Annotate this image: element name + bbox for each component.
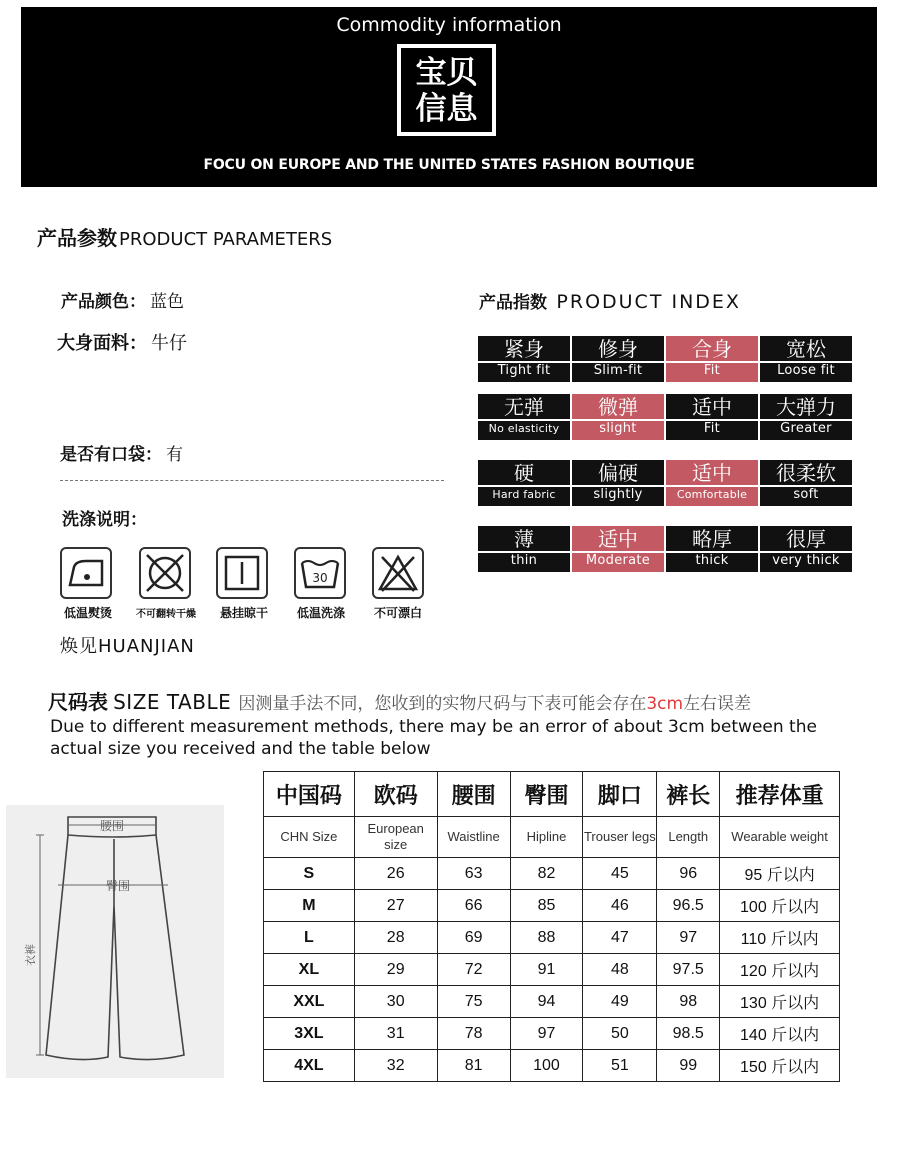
index-cell-zh: 宽松: [786, 337, 826, 361]
table-cell: 95 斤以内: [720, 858, 840, 890]
index-cell: [666, 526, 758, 572]
iron-low-icon: [60, 547, 112, 599]
index-cell: [760, 336, 852, 382]
col-header-en: Wearable weight: [720, 817, 840, 858]
table-row: [264, 922, 840, 954]
table-cell: 99: [657, 1050, 720, 1082]
banner-logo-box: [397, 44, 496, 136]
table-cell: 32: [354, 1050, 437, 1082]
index-cell-en: Fit: [666, 419, 758, 437]
index-cell-en: thick: [666, 551, 758, 569]
wash-label: 洗涤说明：: [62, 510, 147, 530]
table-cell: M: [264, 890, 355, 922]
index-cell-zh: 适中: [692, 395, 732, 419]
wash-temperature: 30: [312, 571, 328, 585]
index-cell-selected: [666, 336, 758, 382]
col-header: 推荐体重: [720, 772, 840, 817]
col-header: 臀围: [510, 772, 583, 817]
banner-box-line2: 信息: [415, 91, 478, 127]
pants-diagram: [6, 805, 224, 1078]
table-cell: 3XL: [264, 1018, 355, 1050]
param-color-label: 产品颜色：: [61, 292, 146, 312]
index-cell: [760, 526, 852, 572]
col-header-en: CHN Size: [264, 817, 355, 858]
index-cell-zh: 适中: [598, 527, 638, 551]
table-cell: 150 斤以内: [720, 1050, 840, 1082]
table-cell: 75: [437, 986, 510, 1018]
index-cell-zh: 很柔软: [776, 461, 836, 485]
table-cell: 82: [510, 858, 583, 890]
size-note-highlight: 3cm: [646, 694, 684, 714]
table-cell: 47: [583, 922, 657, 954]
col-header: 欧码: [354, 772, 437, 817]
index-cell-en: soft: [760, 485, 852, 503]
index-cell-zh: 大弹力: [776, 395, 836, 419]
index-cell-selected: [666, 460, 758, 506]
diagram-waist-label: 腰围: [99, 819, 125, 833]
index-cell-en: slightly: [572, 485, 664, 503]
wash-instructions-heading: [62, 505, 147, 530]
table-cell: 94: [510, 986, 583, 1018]
table-cell: 88: [510, 922, 583, 954]
index-title-zh: 产品指数: [479, 293, 547, 313]
table-cell: 28: [354, 922, 437, 954]
index-cell: [760, 394, 852, 440]
col-header: 中国码: [264, 772, 355, 817]
index-title-en: PRODUCT INDEX: [556, 291, 741, 313]
wash-30-icon: [294, 547, 346, 599]
index-cell-zh: 紧身: [504, 337, 544, 361]
table-cell: 46: [583, 890, 657, 922]
size-heading: [48, 686, 751, 715]
col-header-en: European size: [354, 817, 437, 858]
col-header-en: Trouser legs: [583, 817, 657, 858]
table-cell: 100: [510, 1050, 583, 1082]
index-cell-zh: 硬: [514, 461, 534, 485]
table-cell: 85: [510, 890, 583, 922]
col-header: 脚口: [583, 772, 657, 817]
table-row: [264, 954, 840, 986]
param-pocket-value: 有: [166, 445, 183, 465]
diagram-hip-label: 臀围: [105, 879, 131, 893]
index-cell-selected: [572, 526, 664, 572]
header-banner: [21, 7, 877, 187]
table-row: [264, 890, 840, 922]
table-cell: 98.5: [657, 1018, 720, 1050]
table-cell: 49: [583, 986, 657, 1018]
params-title-en: PRODUCT PARAMETERS: [119, 229, 333, 250]
index-cell: [478, 526, 570, 572]
index-cell-zh: 偏硬: [598, 461, 638, 485]
table-cell: S: [264, 858, 355, 890]
param-fabric-label: 大身面料：: [57, 333, 147, 354]
params-heading: [37, 222, 332, 251]
col-header-en: Waistline: [437, 817, 510, 858]
col-header: 裤长: [657, 772, 720, 817]
index-cell: [760, 460, 852, 506]
table-row: [264, 858, 840, 890]
param-color: [61, 287, 184, 312]
index-cell-en: slight: [572, 419, 664, 437]
care-label-iron: 低温熨烫: [63, 606, 112, 620]
param-pocket: [60, 440, 183, 465]
index-cell-selected: [572, 394, 664, 440]
index-cell-en: Comfortable: [666, 485, 758, 503]
table-cell: 4XL: [264, 1050, 355, 1082]
table-cell: 50: [583, 1018, 657, 1050]
index-cell-en: Moderate: [572, 551, 664, 569]
size-title-en: SIZE TABLE: [113, 690, 232, 714]
table-cell: 72: [437, 954, 510, 986]
table-row: [264, 1018, 840, 1050]
index-cell: [478, 460, 570, 506]
index-cell-zh: 微弹: [598, 395, 638, 419]
care-label-hang: 悬挂晾干: [219, 606, 268, 620]
index-heading: [479, 288, 741, 313]
dashed-divider: [60, 480, 444, 481]
index-cell: [666, 394, 758, 440]
param-pocket-label: 是否有口袋：: [60, 445, 162, 465]
table-cell: 130 斤以内: [720, 986, 840, 1018]
table-cell: 97: [657, 922, 720, 954]
table-cell: XXL: [264, 986, 355, 1018]
index-cell-en: thin: [478, 551, 570, 569]
size-note-pre: 因测量手法不同，您收到的实物尺码与下表可能会存在: [238, 694, 647, 714]
index-cell-en: Hard fabric: [478, 485, 570, 503]
param-fabric-value: 牛仔: [151, 333, 187, 354]
index-cell-zh: 很厚: [786, 527, 826, 551]
table-cell: 45: [583, 858, 657, 890]
table-cell: XL: [264, 954, 355, 986]
size-note-en-line2: actual size you received and the table below: [50, 739, 431, 759]
index-cell-en: Tight fit: [478, 361, 570, 379]
index-cell-zh: 无弹: [504, 395, 544, 419]
table-cell: 78: [437, 1018, 510, 1050]
index-cell-en: Loose fit: [760, 361, 852, 379]
param-color-value: 蓝色: [150, 292, 184, 312]
params-title-zh: 产品参数: [37, 226, 117, 250]
index-cell-zh: 适中: [692, 461, 732, 485]
table-cell: 97: [510, 1018, 583, 1050]
table-cell: 29: [354, 954, 437, 986]
table-cell: 66: [437, 890, 510, 922]
table-cell: 98: [657, 986, 720, 1018]
size-note-en-line1: Due to different measurement methods, there may be an error of about 3cm between the: [50, 717, 817, 737]
index-cell-zh: 薄: [514, 527, 534, 551]
banner-box-line1: 宝贝: [415, 55, 478, 91]
table-cell: 27: [354, 890, 437, 922]
table-cell: 91: [510, 954, 583, 986]
care-label-wash: 低温洗涤: [296, 606, 345, 620]
size-title-zh: 尺码表: [48, 690, 108, 714]
index-cell: [478, 394, 570, 440]
table-cell: 26: [354, 858, 437, 890]
table-cell: 81: [437, 1050, 510, 1082]
table-cell: 110 斤以内: [720, 922, 840, 954]
index-cell: [478, 336, 570, 382]
brand-name: 焕见HUANJIAN: [60, 636, 195, 657]
index-cell-en: Greater: [760, 419, 852, 437]
banner-subtitle: FOCU ON EUROPE AND THE UNITED STATES FASHION BOUTIQUE: [203, 157, 695, 173]
no-tumble-dry-icon: [139, 547, 191, 599]
index-cell-zh: 修身: [598, 337, 638, 361]
table-cell: 31: [354, 1018, 437, 1050]
size-table: [263, 771, 840, 1082]
size-header-zh: [264, 772, 840, 817]
table-cell: 63: [437, 858, 510, 890]
no-bleach-icon: [372, 547, 424, 599]
banner-title: Commodity information: [336, 14, 562, 36]
size-header-en: [264, 817, 840, 858]
table-cell: 48: [583, 954, 657, 986]
table-cell: L: [264, 922, 355, 954]
table-cell: 97.5: [657, 954, 720, 986]
col-header-en: Hipline: [510, 817, 583, 858]
table-cell: 120 斤以内: [720, 954, 840, 986]
table-cell: 96.5: [657, 890, 720, 922]
hang-dry-icon: [216, 547, 268, 599]
size-note-en: [50, 716, 817, 760]
index-cell-en: Slim-fit: [572, 361, 664, 379]
care-label-bleach: 不可漂白: [373, 606, 422, 620]
size-note-zh: [238, 694, 751, 714]
table-cell: 69: [437, 922, 510, 954]
table-row: [264, 1050, 840, 1082]
index-cell-en: No elasticity: [478, 419, 570, 437]
index-cell: [572, 336, 664, 382]
col-header-en: Length: [657, 817, 720, 858]
index-cell-zh: 合身: [692, 337, 732, 361]
table-row: [264, 986, 840, 1018]
size-note-post: 左右误差: [683, 694, 752, 714]
table-cell: 30: [354, 986, 437, 1018]
care-label-tumble: 不可翻转干燥: [136, 609, 196, 620]
param-fabric: [57, 329, 187, 355]
diagram-length-label: 衣裤: [24, 944, 37, 966]
table-cell: 100 斤以内: [720, 890, 840, 922]
index-cell-zh: 略厚: [692, 527, 732, 551]
index-cell: [572, 460, 664, 506]
table-cell: 96: [657, 858, 720, 890]
index-cell-en: very thick: [760, 551, 852, 569]
col-header: 腰围: [437, 772, 510, 817]
index-cell-en: Fit: [666, 361, 758, 379]
table-cell: 51: [583, 1050, 657, 1082]
table-cell: 140 斤以内: [720, 1018, 840, 1050]
